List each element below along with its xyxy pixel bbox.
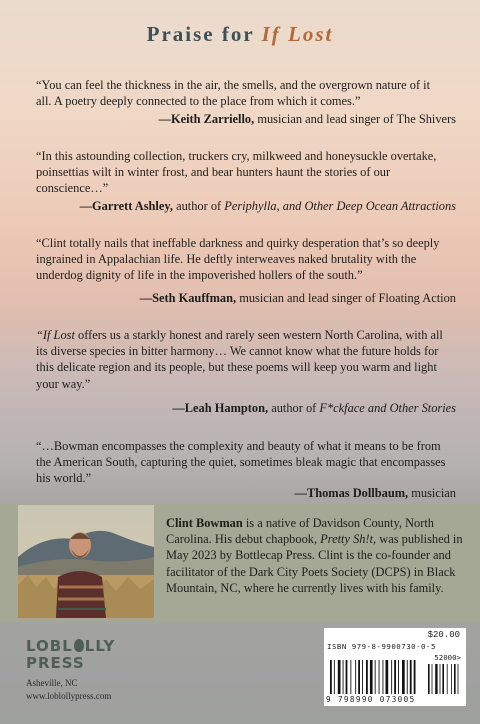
barcode-bar: [343, 660, 344, 694]
barcode-bar: [350, 660, 351, 694]
barcode-bar: [414, 660, 416, 694]
barcode-bar: [398, 660, 399, 694]
barcode-bar: [391, 660, 392, 694]
addon-bar: [458, 664, 459, 694]
isbn-barcode: [324, 628, 466, 706]
blurb-attribution-4: —Leah Hampton, author of F*ckface and Other Stories: [172, 401, 456, 415]
price-addon-label: 52000>: [434, 653, 461, 662]
barcode-bar: [355, 660, 356, 694]
blurb-attribution-5: —Thomas Dollbaum, musician: [294, 486, 456, 500]
barcode-bar: [362, 660, 363, 694]
addon-bar: [435, 664, 437, 694]
barcode-bar: [358, 660, 360, 694]
book-title: If Lost: [261, 22, 334, 46]
blurb-quote-5: “…Bowman encompasses the complexity and beauty of what it means to be from the American South, capturing the quiet, sometimes bleak magic that encompasses his world.”: [36, 439, 446, 486]
author-bio: Clint Bowman is a native of Davidson County, North Carolina. His debut chapbook, Pretty Sh!t, was published in May 2023 by Bottlecap Press. Clint is the co-founder and facilitator of the Dark City Poets Society (DCPS) in Black Mountain, NC, where he currently lives with his family.: [166, 516, 463, 595]
barcode-bar: [346, 660, 348, 694]
addon-bar: [454, 664, 456, 694]
barcode-bars: [328, 652, 462, 696]
blurb-attribution-3: —Seth Kauffman, musician and lead singer of Floating Action: [139, 291, 456, 305]
blurb-attribution-2: —Garrett Ashley, author of Periphylla, and Other Deep Ocean Attractions: [79, 199, 456, 213]
barcode-number: 9 798990 073005: [326, 695, 416, 704]
barcode-bar: [366, 660, 368, 694]
price-label: $20.00: [427, 630, 460, 640]
barcode-bar: [386, 660, 389, 694]
addon-bar: [451, 664, 452, 694]
author-photo: [18, 505, 154, 618]
publisher-logo: LOBL LLY PRESS: [26, 637, 116, 672]
acorn-icon: [74, 639, 84, 652]
addon-bar: [442, 664, 444, 694]
blurb-quote-1: “You can feel the thickness in the air, the smells, and the overgrown nature of it all. A poetry deeply connected to the place from which it comes.”: [36, 78, 431, 109]
barcode-bar: [334, 660, 335, 694]
barcode-bar: [379, 660, 380, 694]
addon-bar: [447, 664, 448, 694]
barcode-bar: [410, 660, 412, 694]
barcode-bar: [375, 660, 376, 694]
page-title: Praise for If Lost: [146, 22, 334, 46]
blurb-attribution-1: —Keith Zarriello, musician and lead singer of The Shivers: [158, 112, 456, 126]
publisher-address: Asheville, NC www.loblollypress.com: [26, 678, 112, 701]
barcode-bar: [338, 660, 341, 694]
blurb-quote-4: “If Lost offers us a starkly honest and rarely seen western North Carolina, with all its diverse species in bitter harmony… We cannot know what the future holds for this delicate region and its people, but these poems will keep you warm and light your way.”: [36, 328, 443, 391]
blurb-quote-2: “In this astounding collection, truckers cry, milkweed and honeysuckle overtake, poinsettias wilt in winter frost, and bear hunters haunt the stories of our conscience…”: [36, 149, 437, 196]
addon-bar: [432, 664, 433, 694]
addon-bar: [440, 664, 441, 694]
barcode-bar: [330, 660, 332, 694]
blurb-quote-3: “Clint totally nails that ineffable darkness and quirky desperation that’s so deeply ingrained in Appalachian life. He deftly interweaves naked brutality with the underdog dignity of life in the impoverished hollers of the south.”: [36, 236, 440, 283]
barcode-bar: [394, 660, 396, 694]
barcode-bar: [370, 660, 373, 694]
addon-bar: [428, 664, 430, 694]
barcode-bar: [402, 660, 405, 694]
barcode-bar: [383, 660, 384, 694]
barcode-bar: [407, 660, 408, 694]
isbn-label: ISBN 979-8-9900730-0-5: [327, 642, 436, 651]
